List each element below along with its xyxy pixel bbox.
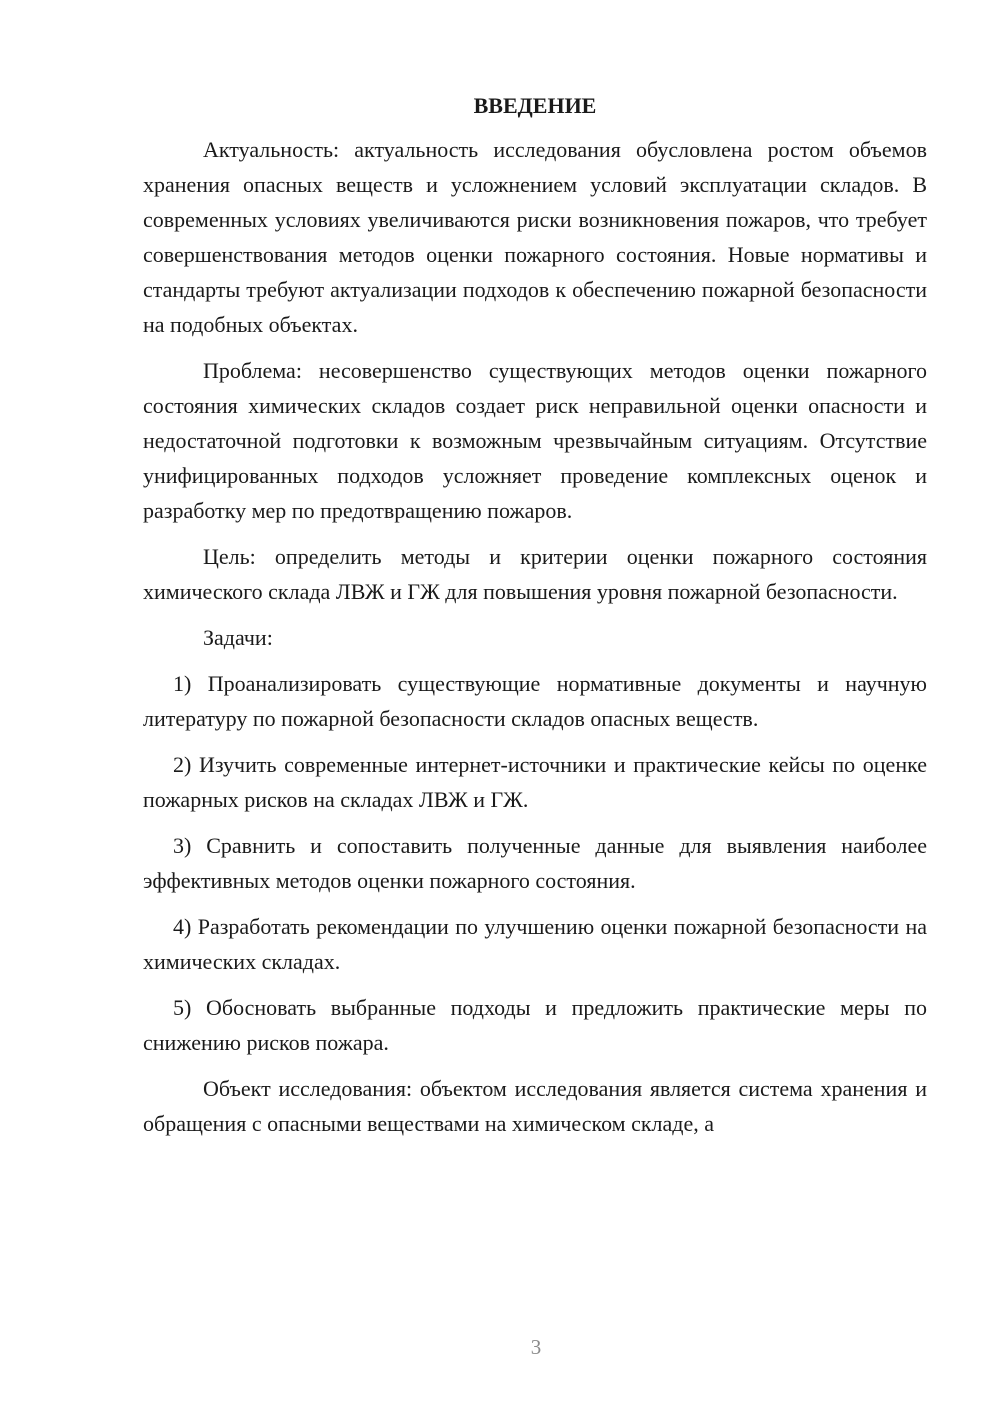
relevance-paragraph: Актуальность: актуальность исследования обусловлена ростом объемов хранения опасных веществ и усложнением условий эксплуатации складов. В современных условиях увеличиваются риски возникновения пожаров, что требует совершенствования методов оценки пожарного состояния. Новые нормативы и стандарты требуют актуализации подходов к обеспечению пожарной безопасности на подобных объектах. xyxy=(143,137,927,337)
tasks-label: Задачи: xyxy=(203,625,273,650)
page-number: 3 xyxy=(530,1335,542,1359)
goal-paragraph: Цель: определить методы и критерии оценки пожарного состояния химического склада ЛВЖ и ГЖ для повышения уровня пожарной безопасности. xyxy=(143,544,927,604)
task-item-5: 5) Обосновать выбранные подходы и предложить практические меры по снижению рисков пожара. xyxy=(143,995,927,1055)
page-content xyxy=(143,88,927,1152)
task-item-4: 4) Разработать рекомендации по улучшению оценки пожарной безопасности на химических складах. xyxy=(143,914,927,974)
problem-paragraph: Проблема: несовершенство существующих методов оценки пожарного состояния химических складов создает риск неправильной оценки опасности и недостаточной подготовки к возможным чрезвычайным ситуациям. Отсутствие унифицированных подходов усложняет проведение комплексных оценок и разработку мер по предотвращению пожаров. xyxy=(143,358,927,523)
task-item-3: 3) Сравнить и сопоставить полученные данные для выявления наиболее эффективных методов оценки пожарного состояния. xyxy=(143,833,927,893)
task-item-1: 1) Проанализировать существующие нормативные документы и научную литературу по пожарной безопасности складов опасных веществ. xyxy=(143,671,927,731)
section-heading: ВВЕДЕНИЕ xyxy=(473,93,597,118)
object-paragraph: Объект исследования: объектом исследования является система хранения и обращения с опасными веществами на химическом складе, а xyxy=(143,1076,927,1136)
task-item-2: 2) Изучить современные интернет-источники и практические кейсы по оценке пожарных рисков на складах ЛВЖ и ГЖ. xyxy=(143,752,927,812)
